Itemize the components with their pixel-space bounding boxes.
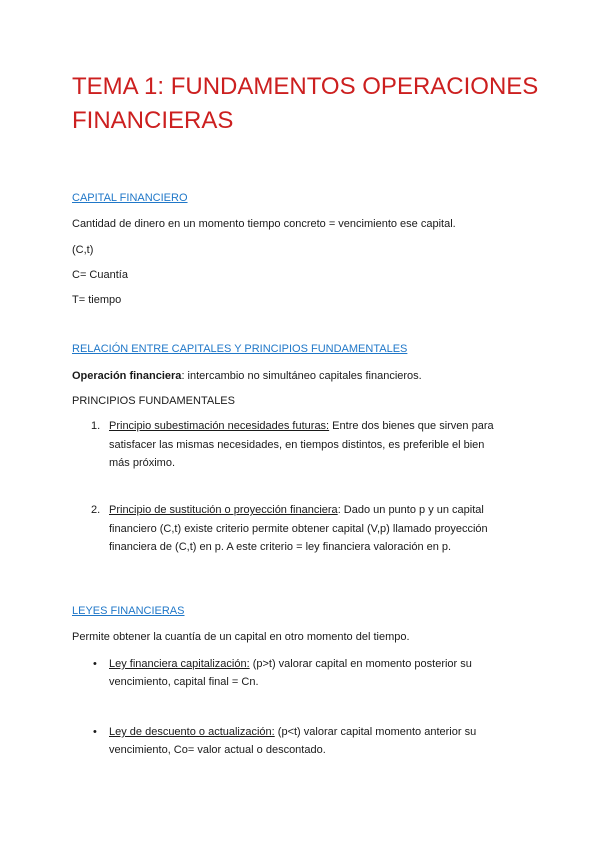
list-number: 2. [91, 504, 101, 516]
ley-descuento-text: (p<t) valorar capital momento anterior su [274, 726, 477, 738]
operacion-financiera-term: Operación financiera [72, 370, 182, 382]
principio-1-term: Principio subestimación necesidades futuras: [109, 420, 330, 432]
principio-1-text: Entre dos bienes que sirven para [329, 420, 494, 432]
section-heading-relacion[interactable]: RELACIÓN ENTRE CAPITALES Y PRINCIPIOS FUNDAMENTALES [72, 343, 408, 355]
principio-1 [109, 417, 539, 473]
page-title: TEMA 1: FUNDAMENTOS OPERACIONES FINANCIERAS [72, 73, 539, 134]
ley-capitalizacion-text: vencimiento, capital final = Cn. [109, 676, 259, 688]
operacion-financiera-text: : intercambio no simultáneo capitales financieros. [181, 370, 422, 382]
ley-descuento [109, 723, 539, 759]
section-heading-capital[interactable]: CAPITAL FINANCIERO [72, 192, 188, 204]
operacion-financiera-paragraph [72, 368, 422, 384]
principio-2-term: Principio de sustitución o proyección financiera [109, 504, 338, 516]
ley-descuento-text: vencimiento, Co= valor actual o descontado. [109, 744, 326, 756]
capital-t-definition: T= tiempo [72, 294, 122, 306]
ley-capitalizacion [109, 655, 539, 691]
principio-2-text: financiera de (C,t) en p. A este criterio = ley financiera valoración en p. [109, 541, 452, 553]
principio-1-text: más próximo. [109, 457, 176, 469]
capital-definition: Cantidad de dinero en un momento tiempo concreto = vencimiento ese capital. [72, 218, 456, 230]
list-number: 1. [91, 420, 101, 432]
bullet-icon: • [93, 726, 97, 738]
bullet-icon: • [93, 658, 97, 670]
ley-descuento-term: Ley de descuento o actualización: [109, 726, 275, 738]
ley-capitalizacion-term: Ley financiera capitalización: [109, 658, 250, 670]
principio-2-text: : Dado un punto p y un capital [337, 504, 484, 516]
capital-c-definition: C= Cuantía [72, 269, 128, 281]
capital-notation: (C,t) [72, 244, 94, 256]
principios-heading: PRINCIPIOS FUNDAMENTALES [72, 395, 235, 407]
section-heading-leyes[interactable]: LEYES FINANCIERAS [72, 605, 185, 617]
leyes-intro: Permite obtener la cuantía de un capital en otro momento del tiempo. [72, 631, 410, 643]
principio-2-text: financiero (C,t) existe criterio permite obtener capital (V,p) llamado proyección [109, 522, 488, 535]
principio-2 [109, 501, 539, 557]
principio-1-text: satisfacer las mismas necesidades, en tiempos distintos, es preferible el bien [109, 438, 485, 451]
ley-capitalizacion-text: (p>t) valorar capital en momento posterior su [249, 658, 472, 670]
